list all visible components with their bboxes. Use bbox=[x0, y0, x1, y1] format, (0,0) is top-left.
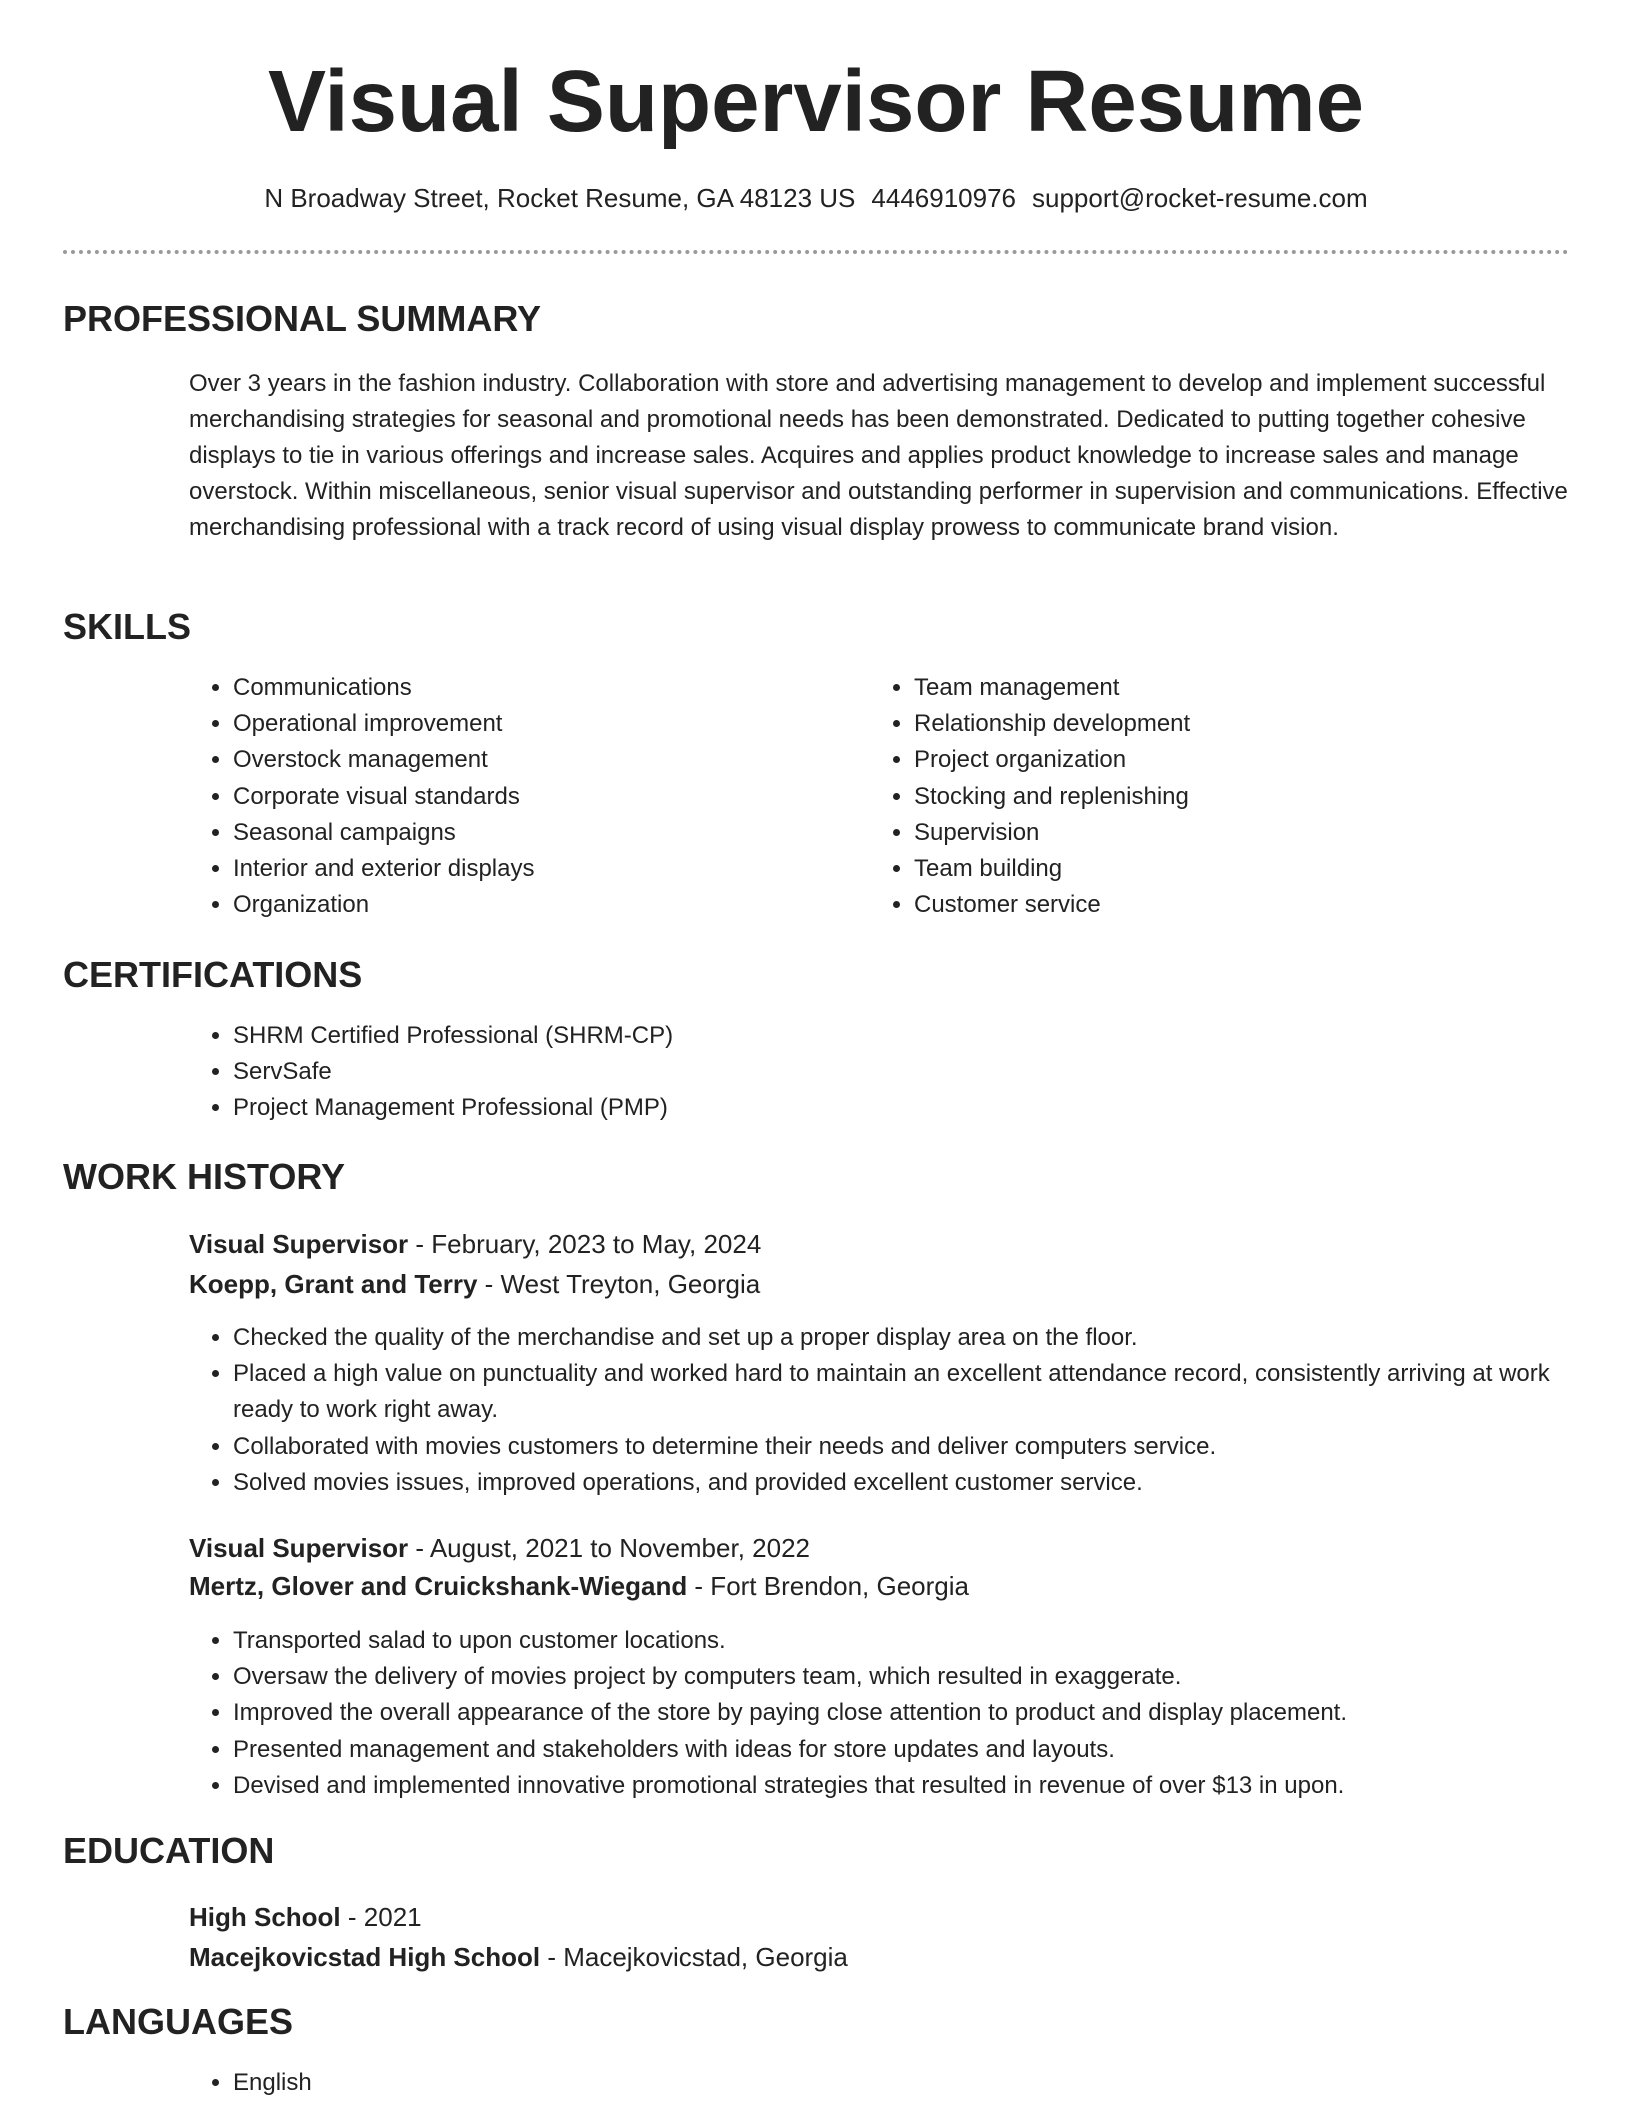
summary-text: Over 3 years in the fashion industry. Collaboration with store and advertising management to develop and implement successful merchandising strategies for seasonal and promotional needs has been demonstrated. Dedicated to putting together cohesive displays to tie in various offerings and increase sales. Acquires and applies product knowledge to increase sales and manage overstock. Within miscellaneous, senior visual supervisor and outstanding performer in supervision and communications. Effective merchandising professional with a track record of using visual display prowess to communicate brand vision. bbox=[189, 370, 1568, 541]
list-item: • Team management bbox=[914, 670, 1554, 706]
list-item: • Operational improvement bbox=[233, 706, 833, 742]
section-heading-education: EDUCATION bbox=[63, 1830, 275, 1871]
list-item: • Interior and exterior displays bbox=[233, 851, 833, 887]
list-item: • Placed a high value on punctuality and worked hard to maintain an excellent attendance record, consistently arriving at work ready to work right away. bbox=[233, 1356, 1589, 1428]
resume-title: Visual Supervisor Resume bbox=[267, 53, 1365, 150]
job-dates: - August, 2021 to November, 2022 bbox=[408, 1533, 810, 1563]
list-item: • Checked the quality of the merchandise and set up a proper display area on the floor. bbox=[233, 1320, 1589, 1356]
list-item: • Project Management Professional (PMP) bbox=[233, 1090, 1533, 1126]
certifications-list bbox=[189, 1018, 1533, 1127]
section-heading-skills: SKILLS bbox=[63, 606, 192, 647]
job-company: Mertz, Glover and Cruickshank-Wiegand bbox=[189, 1571, 688, 1601]
education-school: Macejkovicstad High School bbox=[189, 1942, 541, 1972]
section-heading-work-history: WORK HISTORY bbox=[63, 1156, 346, 1197]
list-item: • Collaborated with movies customers to determine their needs and deliver computers service. bbox=[233, 1429, 1589, 1465]
education-year: - 2021 bbox=[340, 1902, 422, 1932]
job-company: Koepp, Grant and Terry bbox=[189, 1269, 478, 1299]
list-item: • ServSafe bbox=[233, 1054, 1533, 1090]
contact-phone: 4446910976 bbox=[871, 183, 1017, 213]
education-degree-line bbox=[189, 1899, 422, 1935]
job-2-title-line bbox=[189, 1530, 810, 1566]
contact-address: N Broadway Street, Rocket Resume, GA 48123 US bbox=[264, 183, 856, 213]
skills-list-left bbox=[189, 670, 833, 923]
list-item: • Team building bbox=[914, 851, 1554, 887]
list-item: • English bbox=[233, 2065, 833, 2101]
job-1-bullets bbox=[189, 1320, 1589, 1501]
header-divider bbox=[63, 250, 1569, 254]
job-dates: - February, 2023 to May, 2024 bbox=[408, 1229, 762, 1259]
languages-list bbox=[189, 2065, 833, 2101]
list-item: • Relationship development bbox=[914, 706, 1554, 742]
list-item: • Seasonal campaigns bbox=[233, 815, 833, 851]
list-item: • SHRM Certified Professional (SHRM-CP) bbox=[233, 1018, 1533, 1054]
list-item: • Improved the overall appearance of the store by paying close attention to product and display placement. bbox=[233, 1695, 1613, 1731]
job-1-company-line bbox=[189, 1266, 760, 1302]
list-item: • Stocking and replenishing bbox=[914, 779, 1554, 815]
list-item: • Transported salad to upon customer locations. bbox=[233, 1623, 1613, 1659]
education-degree: High School bbox=[189, 1902, 341, 1932]
job-title: Visual Supervisor bbox=[189, 1229, 409, 1259]
list-item: • Customer service bbox=[914, 887, 1554, 923]
list-item: • Communications bbox=[233, 670, 833, 706]
list-item: • Overstock management bbox=[233, 742, 833, 778]
job-location: - West Treyton, Georgia bbox=[477, 1269, 761, 1299]
section-heading-summary: PROFESSIONAL SUMMARY bbox=[63, 298, 542, 339]
list-item: • Devised and implemented innovative promotional strategies that resulted in revenue of over $13 in upon. bbox=[233, 1768, 1613, 1804]
list-item: • Oversaw the delivery of movies project by computers team, which resulted in exaggerate. bbox=[233, 1659, 1613, 1695]
job-1-title-line bbox=[189, 1226, 761, 1262]
education-school-line bbox=[189, 1939, 848, 1975]
list-item: • Corporate visual standards bbox=[233, 779, 833, 815]
skills-list-right bbox=[870, 670, 1554, 923]
list-item: • Project organization bbox=[914, 742, 1554, 778]
contact-line bbox=[0, 180, 1632, 216]
job-location: - Fort Brendon, Georgia bbox=[687, 1571, 970, 1601]
list-item: • Supervision bbox=[914, 815, 1554, 851]
list-item: • Organization bbox=[233, 887, 833, 923]
section-heading-languages: LANGUAGES bbox=[63, 2001, 294, 2042]
list-item: • Presented management and stakeholders with ideas for store updates and layouts. bbox=[233, 1732, 1613, 1768]
education-location: - Macejkovicstad, Georgia bbox=[540, 1942, 848, 1972]
section-heading-certifications: CERTIFICATIONS bbox=[63, 954, 363, 995]
list-item: • Solved movies issues, improved operations, and provided excellent customer service. bbox=[233, 1465, 1589, 1501]
contact-email[interactable]: support@rocket-resume.com bbox=[1032, 183, 1368, 213]
job-2-bullets bbox=[189, 1623, 1613, 1804]
job-title: Visual Supervisor bbox=[189, 1533, 409, 1563]
job-2-company-line bbox=[189, 1568, 969, 1604]
